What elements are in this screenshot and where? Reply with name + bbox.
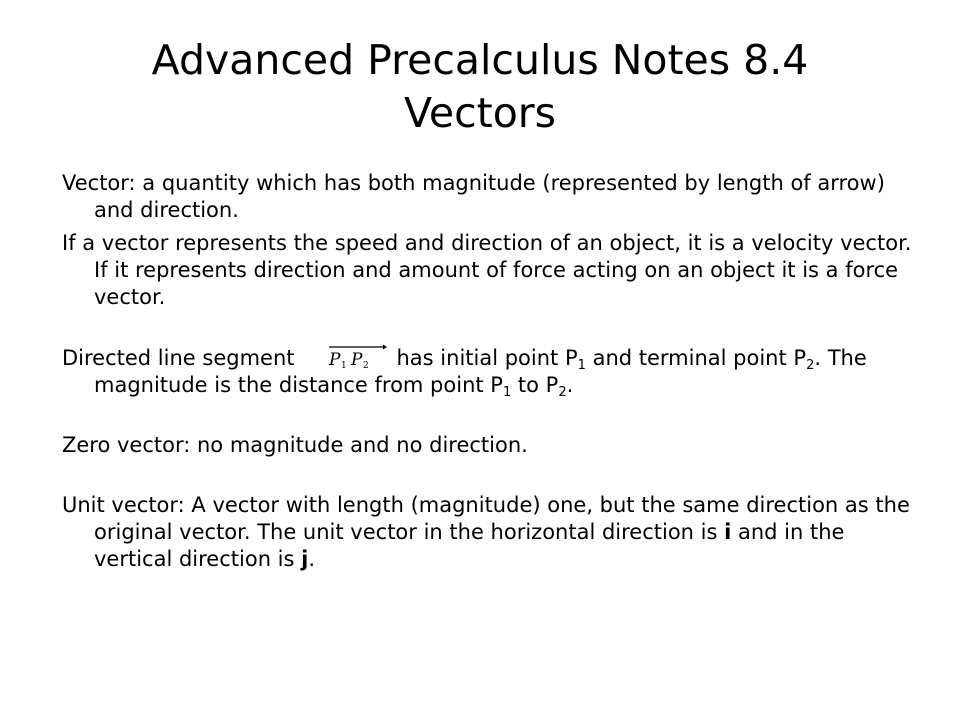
directed-segment-definition bbox=[62, 344, 912, 399]
vector-sub-2: 2 bbox=[362, 361, 369, 370]
subscript-b: 2 bbox=[806, 358, 815, 373]
zero-vector-definition: Zero vector: no magnitude and no direction. bbox=[62, 433, 528, 457]
vector-definition: Vector: a quantity which has both magnitude (represented by length of arrow) and direction. bbox=[62, 171, 885, 222]
slide-body bbox=[62, 170, 912, 573]
title-line-2: Vectors bbox=[403, 89, 556, 137]
directed-segment-part3: . The magnitude is the distance from point P bbox=[94, 346, 867, 397]
unit-vector-j: j bbox=[301, 547, 309, 571]
vector-p-second: P bbox=[350, 350, 362, 370]
directed-segment-part2: and terminal point P bbox=[585, 346, 807, 370]
subscript-d: 2 bbox=[558, 385, 567, 400]
title-line-1: Advanced Precalculus Notes 8.4 bbox=[151, 36, 809, 84]
directed-segment-part1: has initial point P bbox=[396, 346, 578, 370]
unit-vector-i: i bbox=[724, 520, 732, 544]
slide-title bbox=[48, 34, 912, 140]
velocity-force-definition: If a vector represents the speed and direction of an object, it is a velocity vector. If it represents direction and amount of force acting on an object it is a force vector. bbox=[62, 231, 912, 309]
vector-arrow-head bbox=[383, 345, 387, 350]
unit-vector-part2: and in the vertical direction is bbox=[94, 520, 845, 571]
subscript-a: 1 bbox=[577, 358, 586, 373]
unit-vector-definition bbox=[62, 492, 912, 573]
directed-segment-part5: . bbox=[566, 373, 574, 397]
unit-vector-part3: . bbox=[308, 547, 316, 571]
vector-p-first: P bbox=[328, 350, 340, 370]
vector-sub-1: 1 bbox=[340, 361, 347, 370]
directed-segment-lead: Directed line segment bbox=[62, 346, 295, 370]
unit-vector-part1: Unit vector: A vector with length (magnitude) one, but the same direction as the original vector. The unit vector in the horizontal direction is bbox=[62, 493, 910, 544]
directed-segment-part4: to P bbox=[511, 373, 559, 397]
subscript-c: 1 bbox=[502, 385, 512, 400]
vector-p1p2-notation bbox=[301, 344, 393, 370]
